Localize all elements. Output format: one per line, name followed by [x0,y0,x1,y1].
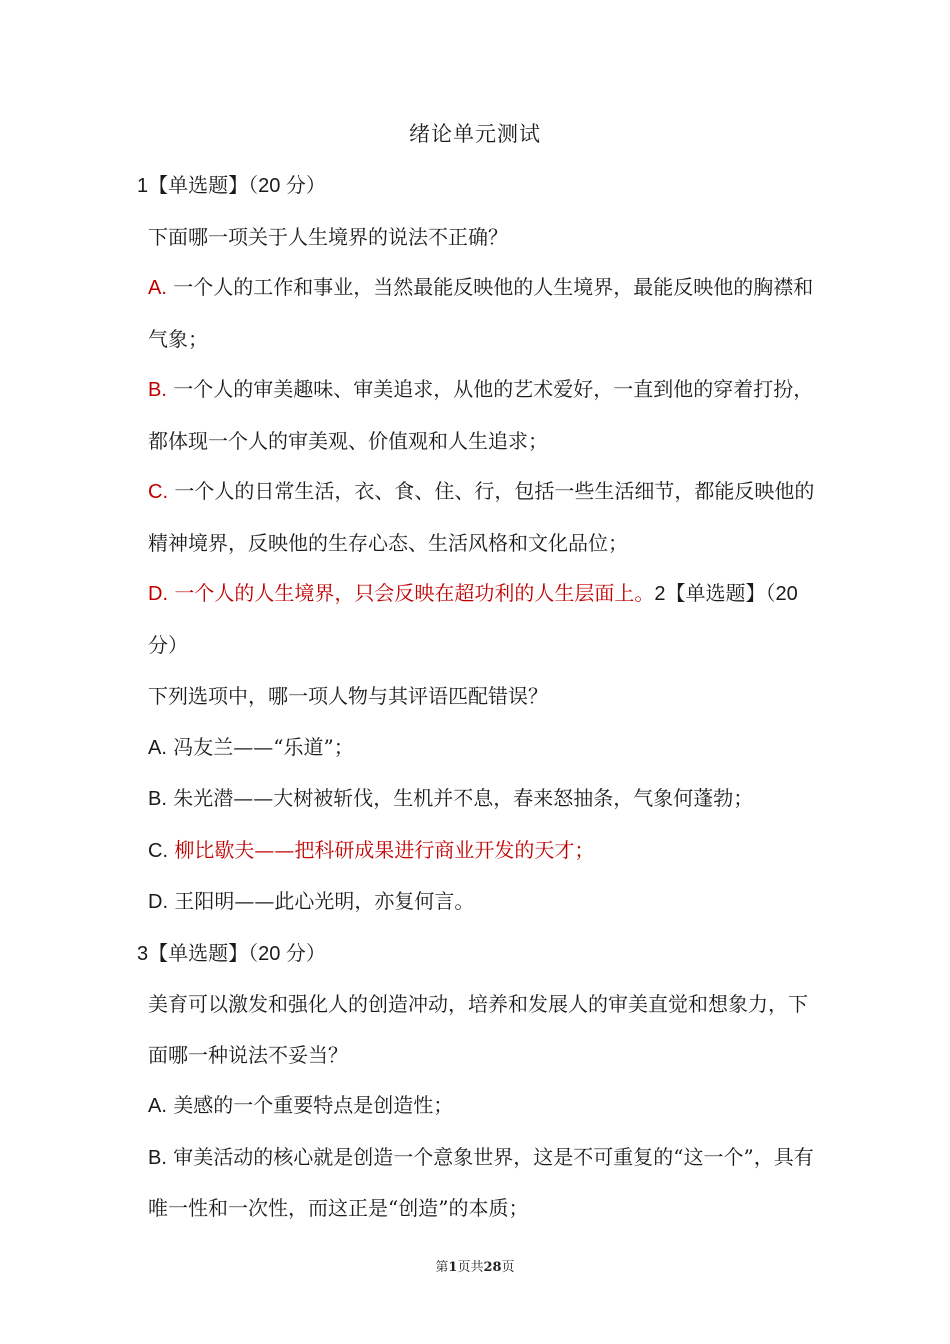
document-body [137,160,817,1234]
option-item: A. 一个人的工作和事业，当然最能反映他的人生境界，最能反映他的胸襟和气象； [148,275,814,351]
option-letter: C. [148,481,168,503]
option-item: A. 美感的一个重要特点是创造性； [148,1093,454,1117]
option-letter: B. [148,788,167,810]
option-item: B. 一个人的审美趣味、审美追求，从他的艺术爱好，一直到他的穿着打扮，都体现一个人的审美观、价值观和人生追求； [148,377,814,453]
option-item: C. 一个人的日常生活，衣、食、住、行，包括一些生活细节，都能反映他的精神境界，反映他的生存心态、生活风格和文化品位； [148,479,815,555]
option-letter: B. [148,1146,167,1169]
page-footer: 第1页共28页 [435,1260,515,1275]
page-title: 绪论单元测试 [409,122,541,146]
option-item-correct [137,825,817,877]
option-item-correct: D. 一个人的人生境界，只会反映在超功利的人生层面上。2【单选题】（20 分） [148,581,798,657]
option-letter: A. [148,277,167,299]
option-letter: C. [148,839,168,862]
question-stem: 下面哪一项关于人生境界的说法不正确？ [148,224,508,249]
option-item: B. 朱光潜——大树被斩伐，生机并不息，春来怒抽条，气象何蓬勃； [148,786,754,810]
question-stem: 美育可以激发和强化人的创造冲动，培养和发展人的审美直觉和想象力，下面哪一种说法不妥当？ [148,992,808,1067]
option-letter: D. [148,891,168,913]
option-letter: A. [148,736,167,759]
question-header: 3【单选题】（20 分） [137,940,326,965]
correct-answer-text: 柳比歇夫——把科研成果进行商业开发的天才； [174,837,595,862]
option-letter: A. [148,1095,167,1117]
option-item: B. 审美活动的核心就是创造一个意象世界，这是不可重复的“这一个”，具有唯一性和一次性，而这正是“创造”的本质； [148,1144,814,1220]
question-stem: 下列选项中，哪一项人物与其评语匹配错误？ [148,684,548,708]
correct-answer-text: 一个人的人生境界，只会反映在超功利的人生层面上。 [174,581,655,605]
option-letter: D. [148,583,168,605]
question-header: 1【单选题】（20 分） [137,173,326,197]
option-item: D. 王阳明——此心光明，亦复何言。 [148,889,475,913]
option-letter: B. [148,379,167,401]
option-item: A. 冯友兰——“乐道”； [148,734,354,759]
